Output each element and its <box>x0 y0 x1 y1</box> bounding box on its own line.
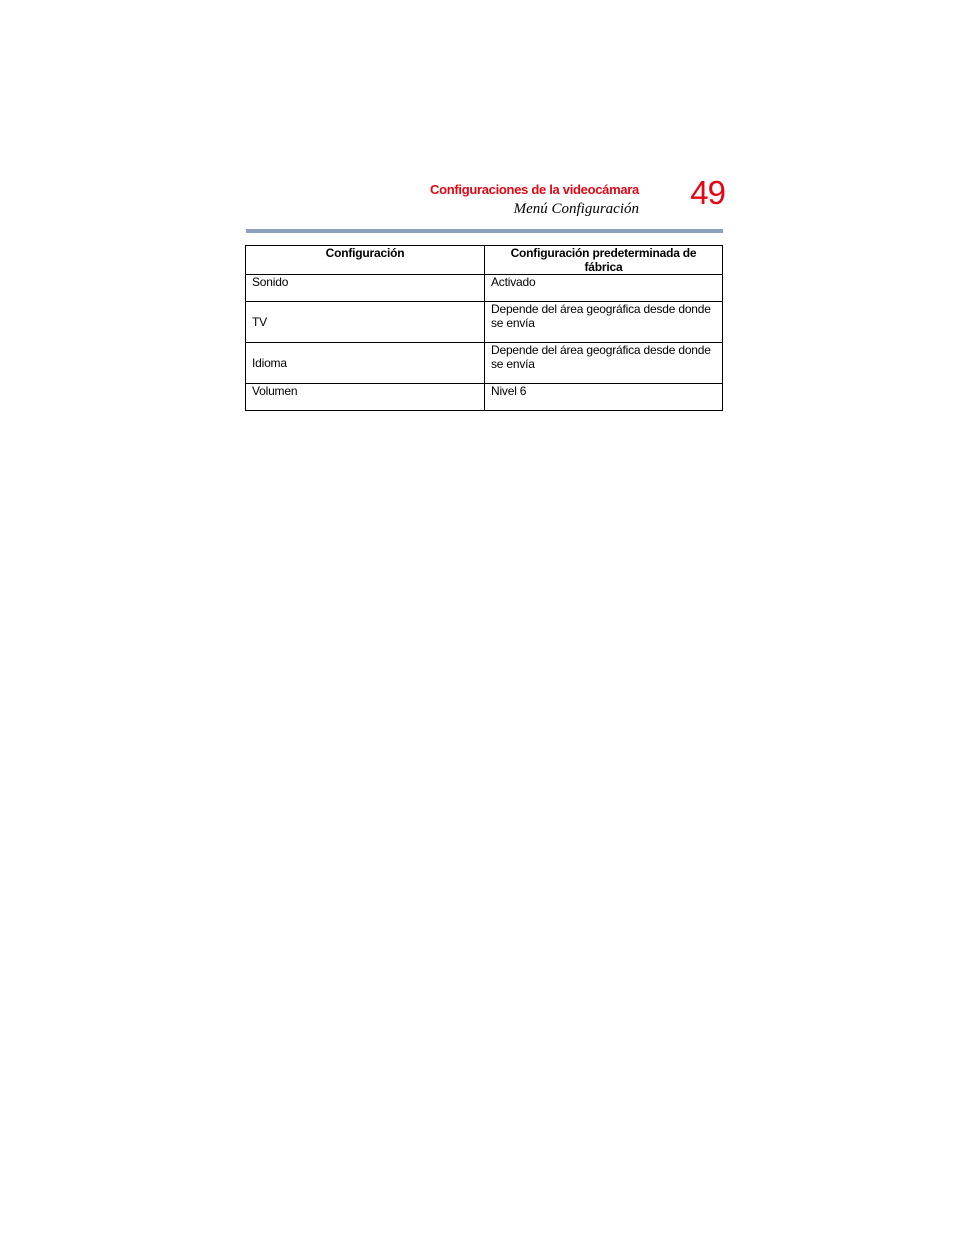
table-row <box>246 275 723 302</box>
section-title: Configuraciones de la videocámara <box>429 182 639 197</box>
cell-default: Depende del área geográfica desde donde se envía <box>485 302 723 343</box>
subsection-title: Menú Configuración <box>513 201 639 217</box>
table-row <box>246 384 723 411</box>
page-header <box>246 176 723 228</box>
page-number: 49 <box>690 174 725 211</box>
cell-default: Activado <box>485 275 723 302</box>
cell-setting: Sonido <box>246 275 485 302</box>
cell-setting: TV <box>246 302 485 343</box>
column-header-setting: Configuración <box>246 246 485 275</box>
table-row <box>246 343 723 384</box>
cell-setting: Idioma <box>246 343 485 384</box>
cell-default: Nivel 6 <box>485 384 723 411</box>
cell-default: Depende del área geográfica desde donde se envía <box>485 343 723 384</box>
column-header-default: Configuración predeterminada de fábrica <box>485 246 723 275</box>
table-header-row <box>246 246 723 275</box>
cell-setting: Volumen <box>246 384 485 411</box>
table-row <box>246 302 723 343</box>
header-rule <box>246 229 723 233</box>
settings-table <box>245 245 723 411</box>
